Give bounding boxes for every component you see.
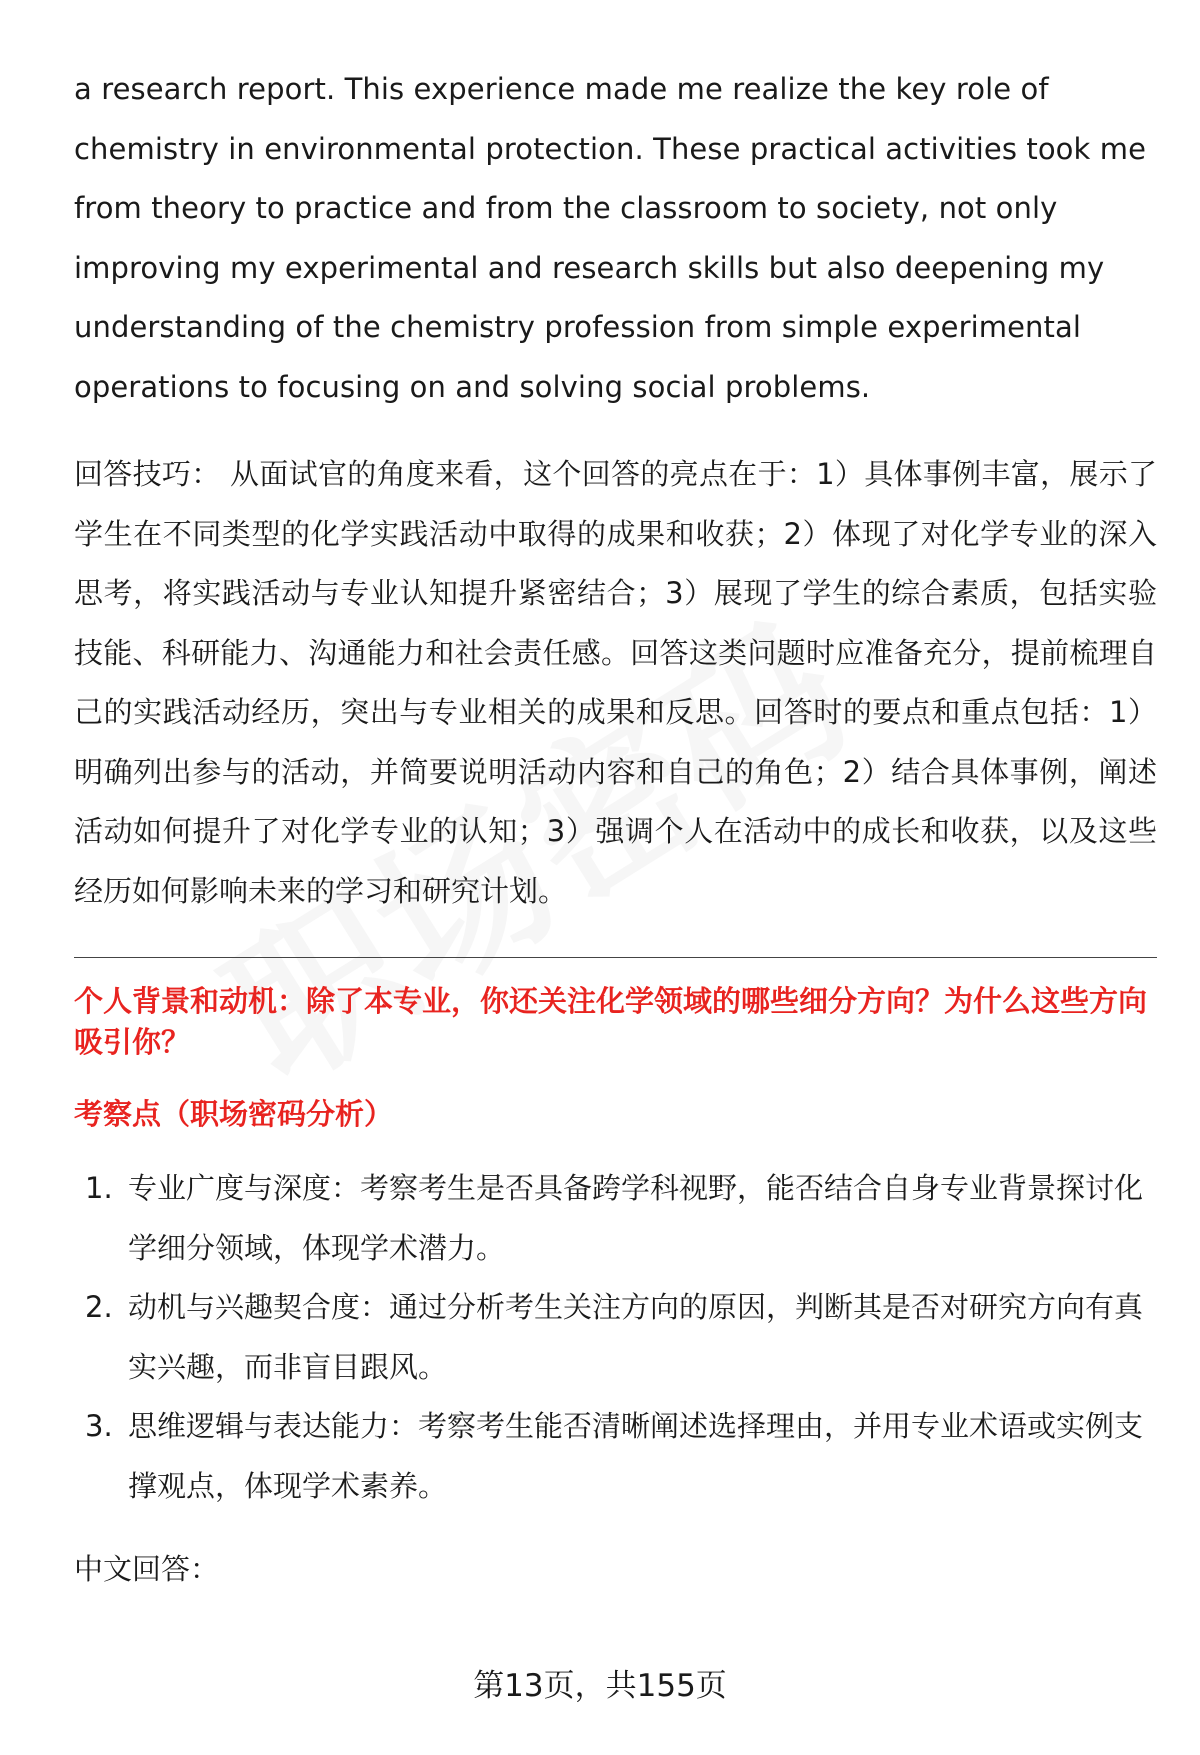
page-number-footer: 第13页，共155页 [473,1668,727,1704]
interview-question: 个人背景和动机：除了本专业，你还关注化学领域的哪些细分方向？为什么这些方向吸引你？ [74,984,1148,1059]
list-item-text: 专业广度与深度：考察考生是否具备跨学科视野，能否结合自身专业背景探讨化学细分领域，体现学术潜力。 [128,1171,1144,1265]
chinese-answer-label: 中文回答： [74,1552,220,1586]
assessment-heading: 考察点（职场密码分析） [74,1097,394,1131]
list-item [74,1159,1157,1278]
section-divider [74,957,1157,958]
list-item-number: 2. [85,1290,113,1324]
list-item-text: 动机与兴趣契合度：通过分析考生关注方向的原因，判断其是否对研究方向有真实兴趣，而非盲目跟风。 [128,1290,1144,1384]
list-item [74,1278,1157,1397]
list-item-number: 3. [85,1409,113,1443]
assessment-points-list [74,1159,1157,1516]
list-item [74,1397,1157,1516]
list-item-text: 思维逻辑与表达能力：考察考生能否清晰阐述选择理由，并用专业术语或实例支撑观点，体现学术素养。 [128,1409,1144,1503]
answer-tips-paragraph: 回答技巧： 从面试官的角度来看，这个回答的亮点在于：1）具体事例丰富，展示了学生在不同类型的化学实践活动中取得的成果和收获；2）体现了对化学专业的深入思考，将实践活动与专业认知提升紧密结合；3）展现了学生的综合素质，包括实验技能、科研能力、沟通能力和社会责任感。回答这类问题时应准备充分，提前梳理自己的实践活动经历，突出与专业相关的成果和反思。回答时的要点和重点包括：1）明确列出参与的活动，并简要说明活动内容和自己的角色；2）结合具体事例，阐述活动如何提升了对化学专业的认知；3）强调个人在活动中的成长和收获，以及这些经历如何影响未来的学习和研究计划。 [74,457,1157,908]
list-item-number: 1. [85,1171,113,1205]
document-page [74,60,1157,1600]
continuation-paragraph: a research report. This experience made me realize the key role of chemistry in environmental protection. These practical activities took me from theory to practice and from the classroom to society, not only improving my experimental and research skills but also deepening my understanding of the chemistry profession from simple experimental operations to focusing on and solving social problems. [74,72,1147,404]
